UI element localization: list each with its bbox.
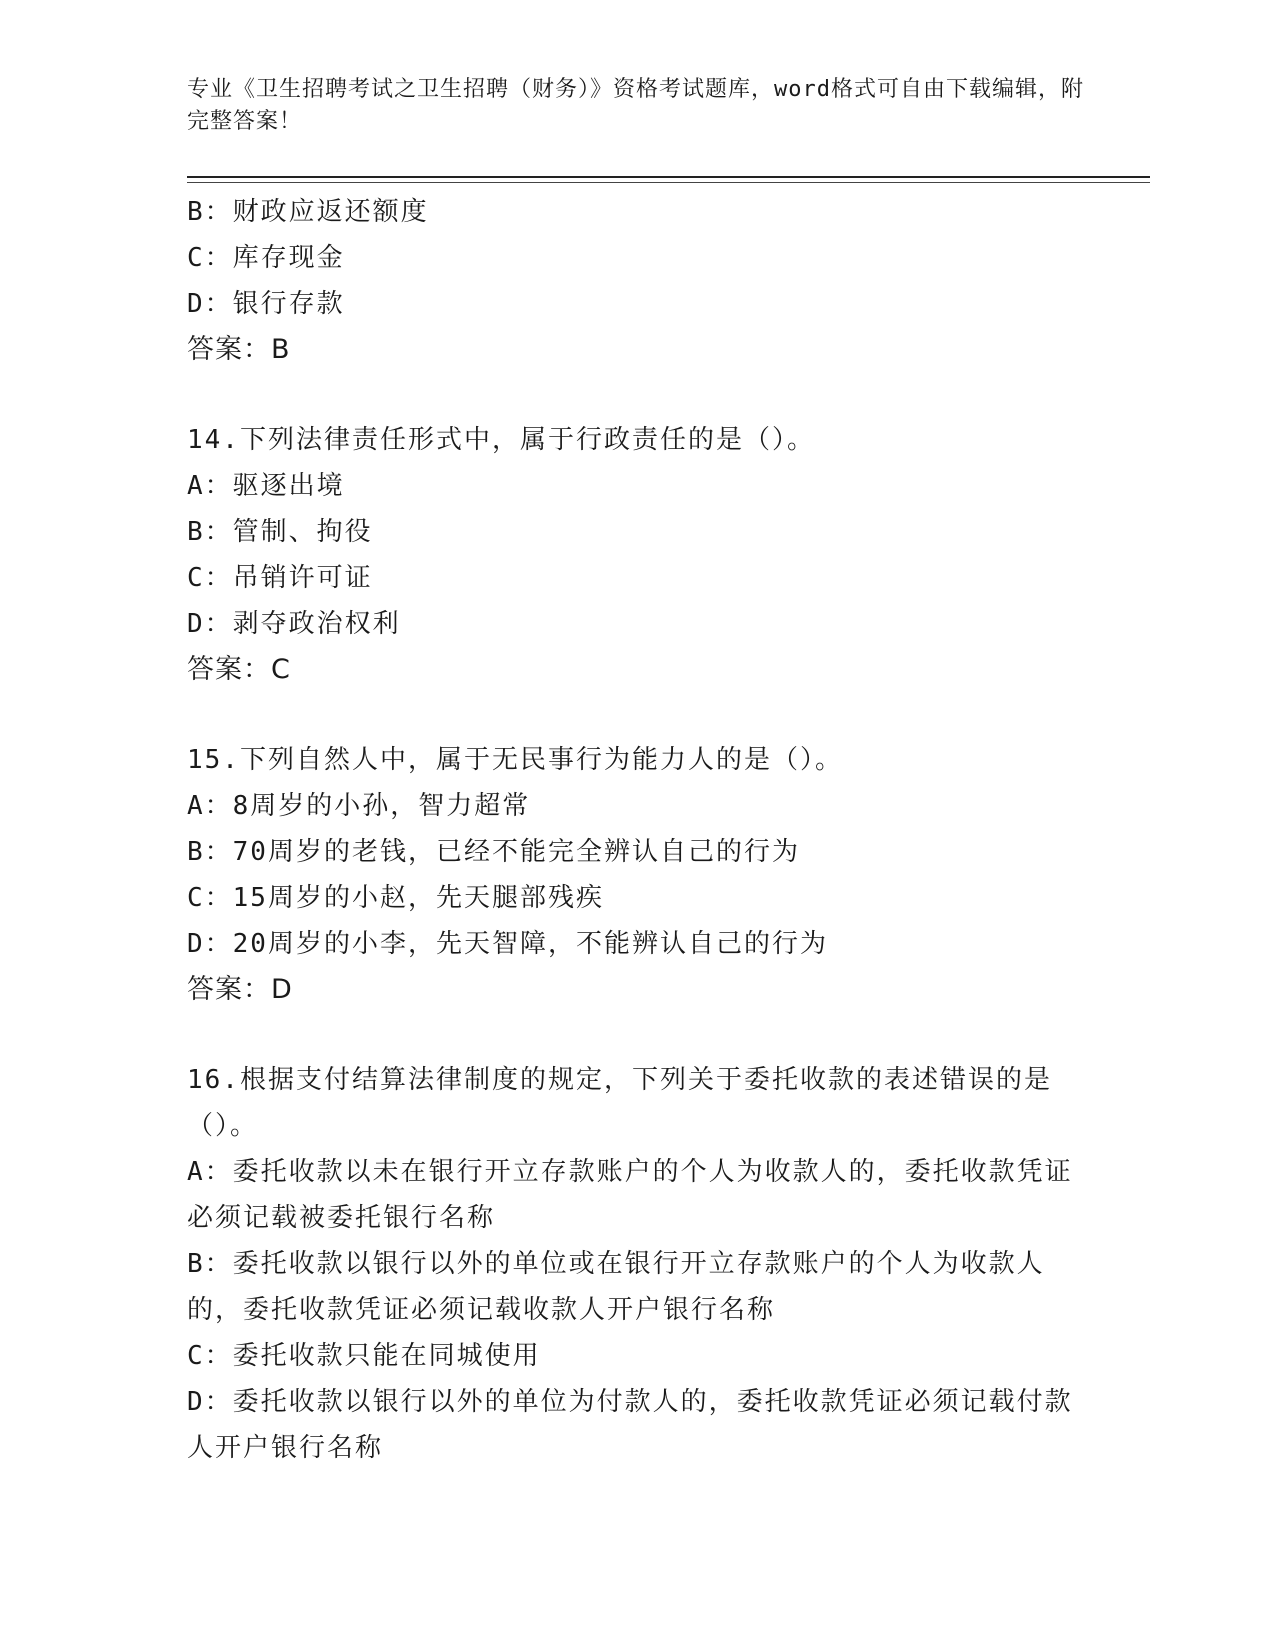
answer: 答案：C xyxy=(187,654,291,685)
option-c: C：库存现金 xyxy=(187,243,345,273)
option-a: A：8周岁的小孙，智力超常 xyxy=(187,791,531,821)
spacer xyxy=(187,373,1077,417)
question-stem: 14.下列法律责任形式中，属于行政责任的是（）。 xyxy=(187,425,815,455)
question-stem: 15.下列自然人中，属于无民事行为能力人的是（）。 xyxy=(187,745,843,775)
answer: 答案：D xyxy=(187,974,293,1005)
option-d: D：剥夺政治权利 xyxy=(187,609,401,639)
option-d: D：委托收款以银行以外的单位为付款人的，委托收款凭证必须记载付款人开户银行名称 xyxy=(187,1387,1073,1463)
option-b: B：管制、拘役 xyxy=(187,517,373,547)
option-b: B：委托收款以银行以外的单位或在银行开立存款账户的个人为收款人的，委托收款凭证必须记载收款人开户银行名称 xyxy=(187,1249,1045,1325)
option-c: C：委托收款只能在同城使用 xyxy=(187,1341,541,1371)
option-a: A：委托收款以未在银行开立存款账户的个人为收款人的，委托收款凭证必须记载被委托银行名称 xyxy=(187,1157,1073,1233)
spacer xyxy=(187,693,1077,737)
document-header: 专业《卫生招聘考试之卫生招聘（财务）》资格考试题库，word格式可自由下载编辑，附完整答案！ xyxy=(187,77,1084,134)
option-a: A：驱逐出境 xyxy=(187,471,345,501)
header-divider-thin xyxy=(187,182,1150,183)
option-c: C：15周岁的小赵，先天腿部残疾 xyxy=(187,883,604,913)
option-d: D：20周岁的小李，先天智障，不能辨认自己的行为 xyxy=(187,929,828,959)
option-b: B：财政应返还额度 xyxy=(187,197,429,227)
header-divider-thick xyxy=(187,176,1150,178)
question-15 xyxy=(187,737,1077,1013)
question-16 xyxy=(187,1057,1077,1471)
option-c: C：吊销许可证 xyxy=(187,563,373,593)
option-b: B：70周岁的老钱，已经不能完全辨认自己的行为 xyxy=(187,837,800,867)
answer: 答案：B xyxy=(187,334,291,365)
spacer xyxy=(187,1013,1077,1057)
question-content xyxy=(187,189,1077,1471)
question-stem: 16.根据支付结算法律制度的规定，下列关于委托收款的表述错误的是（）。 xyxy=(187,1065,1052,1141)
option-d: D：银行存款 xyxy=(187,289,345,319)
previous-question-tail xyxy=(187,189,1077,373)
question-14 xyxy=(187,417,1077,693)
